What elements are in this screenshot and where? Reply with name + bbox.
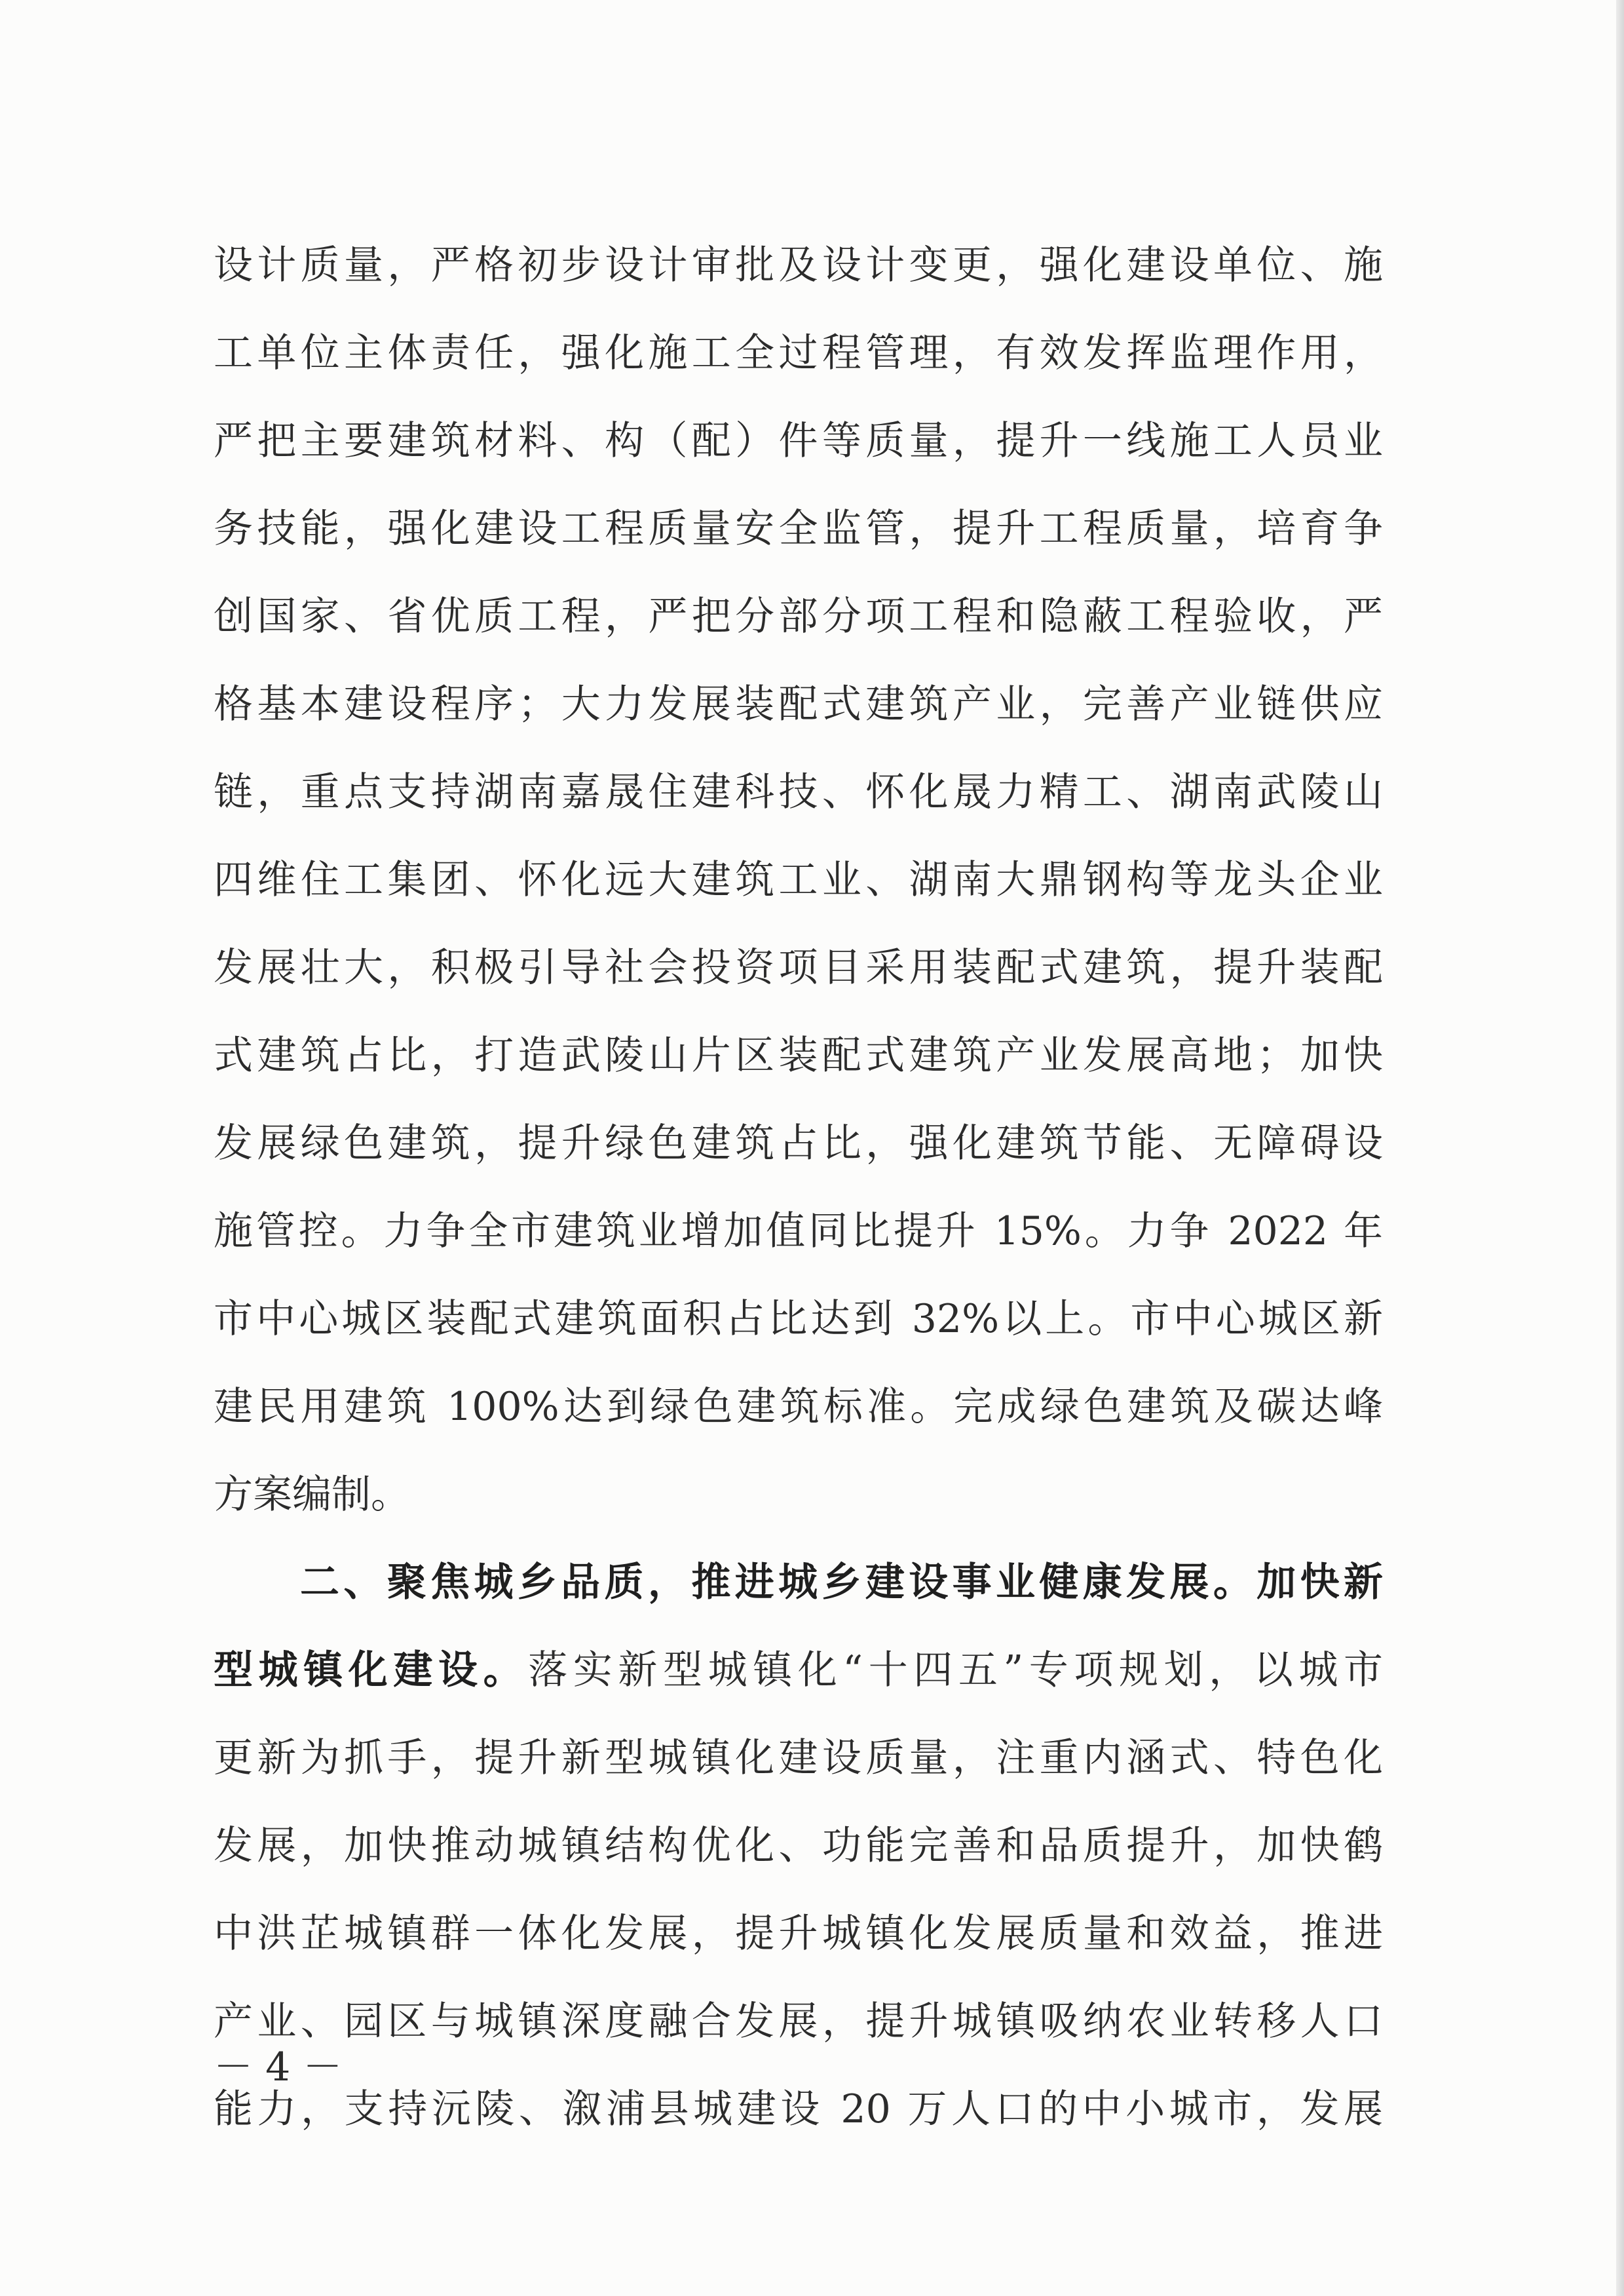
paragraph-line: 方案编制。 [214, 1472, 410, 1518]
paragraph-1 [214, 221, 1383, 1539]
subsection-heading: 型城镇化建设。 [214, 1647, 529, 1693]
paragraph-line: 严把主要建筑材料、构（配）件等质量，提升一线施工人员业 [214, 418, 1383, 464]
paragraph-line: 市中心城区装配式建筑面积占比达到 32%以上。市中心城区新 [214, 1296, 1383, 1342]
paragraph-line: 发展，加快推动城镇结构优化、功能完善和品质提升，加快鹤 [214, 1823, 1383, 1869]
paragraph-line: 创国家、省优质工程，严把分部分项工程和隐蔽工程验收，严 [214, 594, 1383, 640]
paragraph-line: 发展绿色建筑，提升绿色建筑占比，强化建筑节能、无障碍设 [214, 1120, 1383, 1166]
scan-edge-shadow [1616, 0, 1624, 2296]
paragraph-line: 更新为抓手，提升新型城镇化建设质量，注重内涵式、特色化 [214, 1735, 1383, 1781]
paragraph-line: 务技能，强化建设工程质量安全监管，提升工程质量，培育争 [214, 506, 1383, 552]
paragraph-line: 中洪芷城镇群一体化发展，提升城镇化发展质量和效益，推进 [214, 1911, 1383, 1957]
paragraph-line: 产业、园区与城镇深度融合发展，提升城镇吸纳农业转移人口 [214, 1999, 1383, 2044]
paragraph-line: 式建筑占比，打造武陵山片区装配式建筑产业发展高地；加快 [214, 1033, 1383, 1079]
paragraph-line: 能力，支持沅陵、溆浦县城建设 20 万人口的中小城市，发展 [214, 2086, 1383, 2132]
paragraph-line: 建民用建筑 100%达到绿色建筑标准。完成绿色建筑及碳达峰 [214, 1384, 1383, 1430]
paragraph-line: 发展壮大，积极引导社会投资项目采用装配式建筑，提升装配 [214, 945, 1383, 991]
page-number: － 4 － [214, 2044, 343, 2090]
paragraph-text: 落实新型城镇化“十四五”专项规划，以城市 [528, 1647, 1383, 1693]
paragraph-line: 设计质量，严格初步设计审批及设计变更，强化建设单位、施 [214, 242, 1383, 288]
paragraph-line: 四维住工集团、怀化远大建筑工业、湖南大鼎钢构等龙头企业 [214, 857, 1383, 903]
paragraph-line: 施管控。力争全市建筑业增加值同比提升 15%。力争 2022 年 [214, 1208, 1383, 1254]
document-body [214, 221, 1383, 2153]
paragraph-2 [214, 1539, 1383, 2153]
paragraph-line: 工单位主体责任，强化施工全过程管理，有效发挥监理作用， [214, 330, 1383, 376]
paragraph-line: 链，重点支持湖南嘉晟住建科技、怀化晟力精工、湖南武陵山 [214, 769, 1383, 815]
section-heading: 二、聚焦城乡品质，推进城乡建设事业健康发展。 [300, 1559, 1257, 1605]
paragraph-line [214, 1626, 1383, 1714]
section-heading-line [214, 1539, 1383, 1626]
paragraph-line: 格基本建设程序；大力发展装配式建筑产业，完善产业链供应 [214, 681, 1383, 727]
subsection-heading: 加快新 [1256, 1559, 1383, 1605]
